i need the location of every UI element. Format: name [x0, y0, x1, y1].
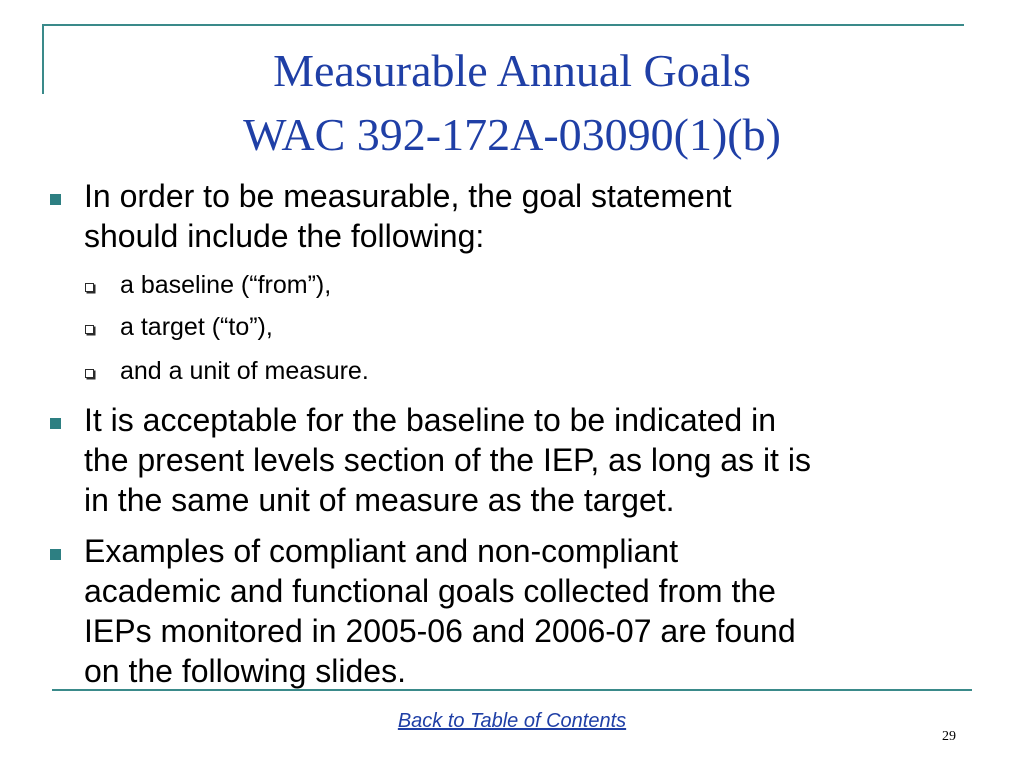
sub-item-target: a target (“to”),	[120, 313, 273, 341]
bullet-2-line-1: It is acceptable for the baseline to be indicated in	[84, 402, 776, 438]
sub-item-baseline: a baseline (“from”),	[120, 271, 332, 299]
bullet-square-icon	[50, 418, 61, 429]
back-to-contents-link[interactable]: Back to Table of Contents	[397, 710, 627, 732]
bullet-3	[84, 531, 984, 691]
bullet-3-line-4: on the following slides.	[84, 653, 406, 689]
slide-subtitle: WAC 392-172A-03090(1)(b)	[243, 109, 781, 160]
bullet-3-line-1: Examples of compliant and non-compliant	[84, 533, 679, 569]
sub-bullet-box-icon	[85, 283, 94, 292]
bullet-3-line-3: IEPs monitored in 2005-06 and 2006-07 are found	[84, 613, 796, 649]
bullet-square-icon	[50, 549, 61, 560]
bullet-square-icon	[50, 194, 61, 205]
sub-bullet-box-icon	[85, 369, 94, 378]
page-number: 29	[942, 729, 956, 744]
bullet-2	[84, 400, 984, 520]
slide-title: Measurable Annual Goals	[273, 45, 751, 96]
sub-item-unit: and a unit of measure.	[120, 357, 369, 385]
bullet-1	[84, 176, 984, 256]
bullet-2-line-2: the present levels section of the IEP, as long as it is	[84, 442, 811, 478]
bullet-2-line-3: in the same unit of measure as the target.	[84, 482, 675, 518]
bullet-1-line-2: should include the following:	[84, 218, 485, 254]
bullet-3-line-2: academic and functional goals collected from the	[84, 573, 776, 609]
top-rule-line	[42, 24, 964, 26]
bullet-1-line-1: In order to be measurable, the goal statement	[84, 178, 732, 214]
sub-bullet-box-icon	[85, 325, 94, 334]
